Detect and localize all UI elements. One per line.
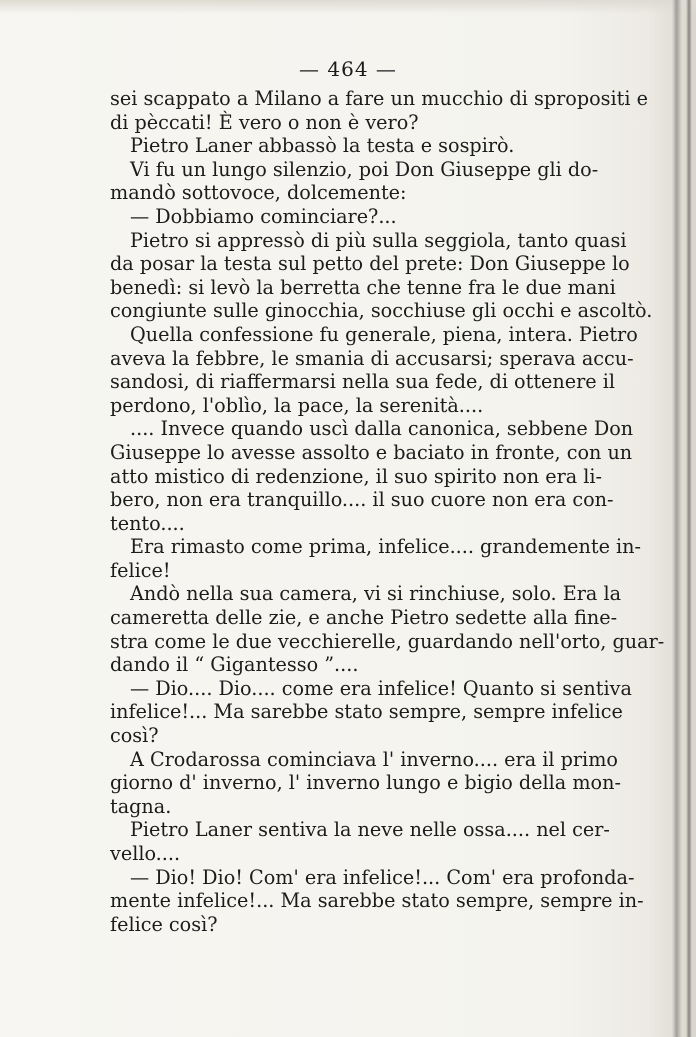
- text-line: infelice!... Ma sarebbe stato sempre, sempre infelice: [110, 700, 623, 724]
- text-line: Giuseppe lo avesse assolto e baciato in fronte, con un: [110, 440, 633, 464]
- text-line: atto mistico di redenzione, il suo spirito non era li-: [110, 464, 603, 488]
- text-line: Quella confessione fu generale, piena, intera. Pietro: [130, 322, 638, 346]
- top-edge-shadow: [0, 0, 696, 14]
- text-line: giorno d' inverno, l' inverno lungo e bigio della mon-: [110, 771, 621, 795]
- text-line: A Crodarossa cominciava l' inverno.... era il primo: [130, 747, 618, 771]
- text-line: Era rimasto come prima, infelice.... grandemente in-: [130, 535, 641, 559]
- text-line: mandò sottovoce, dolcemente:: [110, 181, 407, 205]
- text-line: cameretta delle zie, e anche Pietro sedette alla fine-: [110, 606, 618, 630]
- text-line: congiunte sulle ginocchia, socchiuse gli occhi e ascoltò.: [110, 299, 653, 323]
- text-line: sandosi, di riaffermarsi nella sua fede, di ottenere il: [110, 370, 615, 394]
- text-line: Andò nella sua camera, vi si rinchiuse, solo. Era la: [130, 582, 622, 606]
- text-line: mente infelice!... Ma sarebbe stato sempre, sempre in-: [110, 889, 644, 913]
- text-line: Pietro Laner abbassò la testa e sospirò.: [130, 134, 515, 158]
- text-line: felice così?: [110, 912, 218, 936]
- page-number: — 464 —: [299, 57, 397, 81]
- text-line: — Dio! Dio! Com' era infelice!... Com' era profonda-: [130, 865, 635, 889]
- text-line: .... Invece quando uscì dalla canonica, sebbene Don: [130, 417, 634, 441]
- text-line: aveva la febbre, le smania di accusarsi; sperava accu-: [110, 346, 634, 370]
- text-line: — Dobbiamo cominciare?...: [130, 204, 397, 228]
- text-line: così?: [110, 724, 159, 748]
- text-line: — Dio.... Dio.... come era infelice! Quanto si sentiva: [130, 676, 632, 700]
- text-line: felice!: [110, 558, 171, 582]
- text-line: dando il “ Gigantesso ”....: [110, 653, 359, 677]
- body-text: [110, 87, 665, 936]
- text-line: Pietro Laner sentiva la neve nelle ossa.... nel cer-: [130, 818, 610, 842]
- text-line: tagna.: [110, 794, 172, 818]
- text-line: benedì: si levò la berretta che tenne fra le due mani: [110, 275, 616, 299]
- page-edge-shadow: [686, 0, 692, 1037]
- text-line: vello....: [110, 842, 181, 865]
- text-line: sei scappato a Milano a fare un mucchio di spropositi e: [110, 87, 648, 110]
- text-line: perdono, l'oblìo, la pace, la serenità....: [110, 393, 484, 417]
- page-binding-shadow: [672, 0, 682, 1037]
- text-line: Pietro si appressò di più sulla seggiola, tanto quasi: [130, 228, 627, 252]
- text-line: da posar la testa sul petto del prete: Don Giuseppe lo: [110, 252, 630, 276]
- text-line: bero, non era tranquillo.... il suo cuore non era con-: [110, 488, 614, 512]
- text-line: tento....: [110, 511, 185, 535]
- text-line: di pèccati! È vero o non è vero?: [110, 110, 419, 134]
- text-line: stra come le due vecchierelle, guardando nell'orto, guar-: [110, 629, 665, 653]
- text-line: Vi fu un lungo silenzio, poi Don Giuseppe gli do-: [130, 157, 599, 181]
